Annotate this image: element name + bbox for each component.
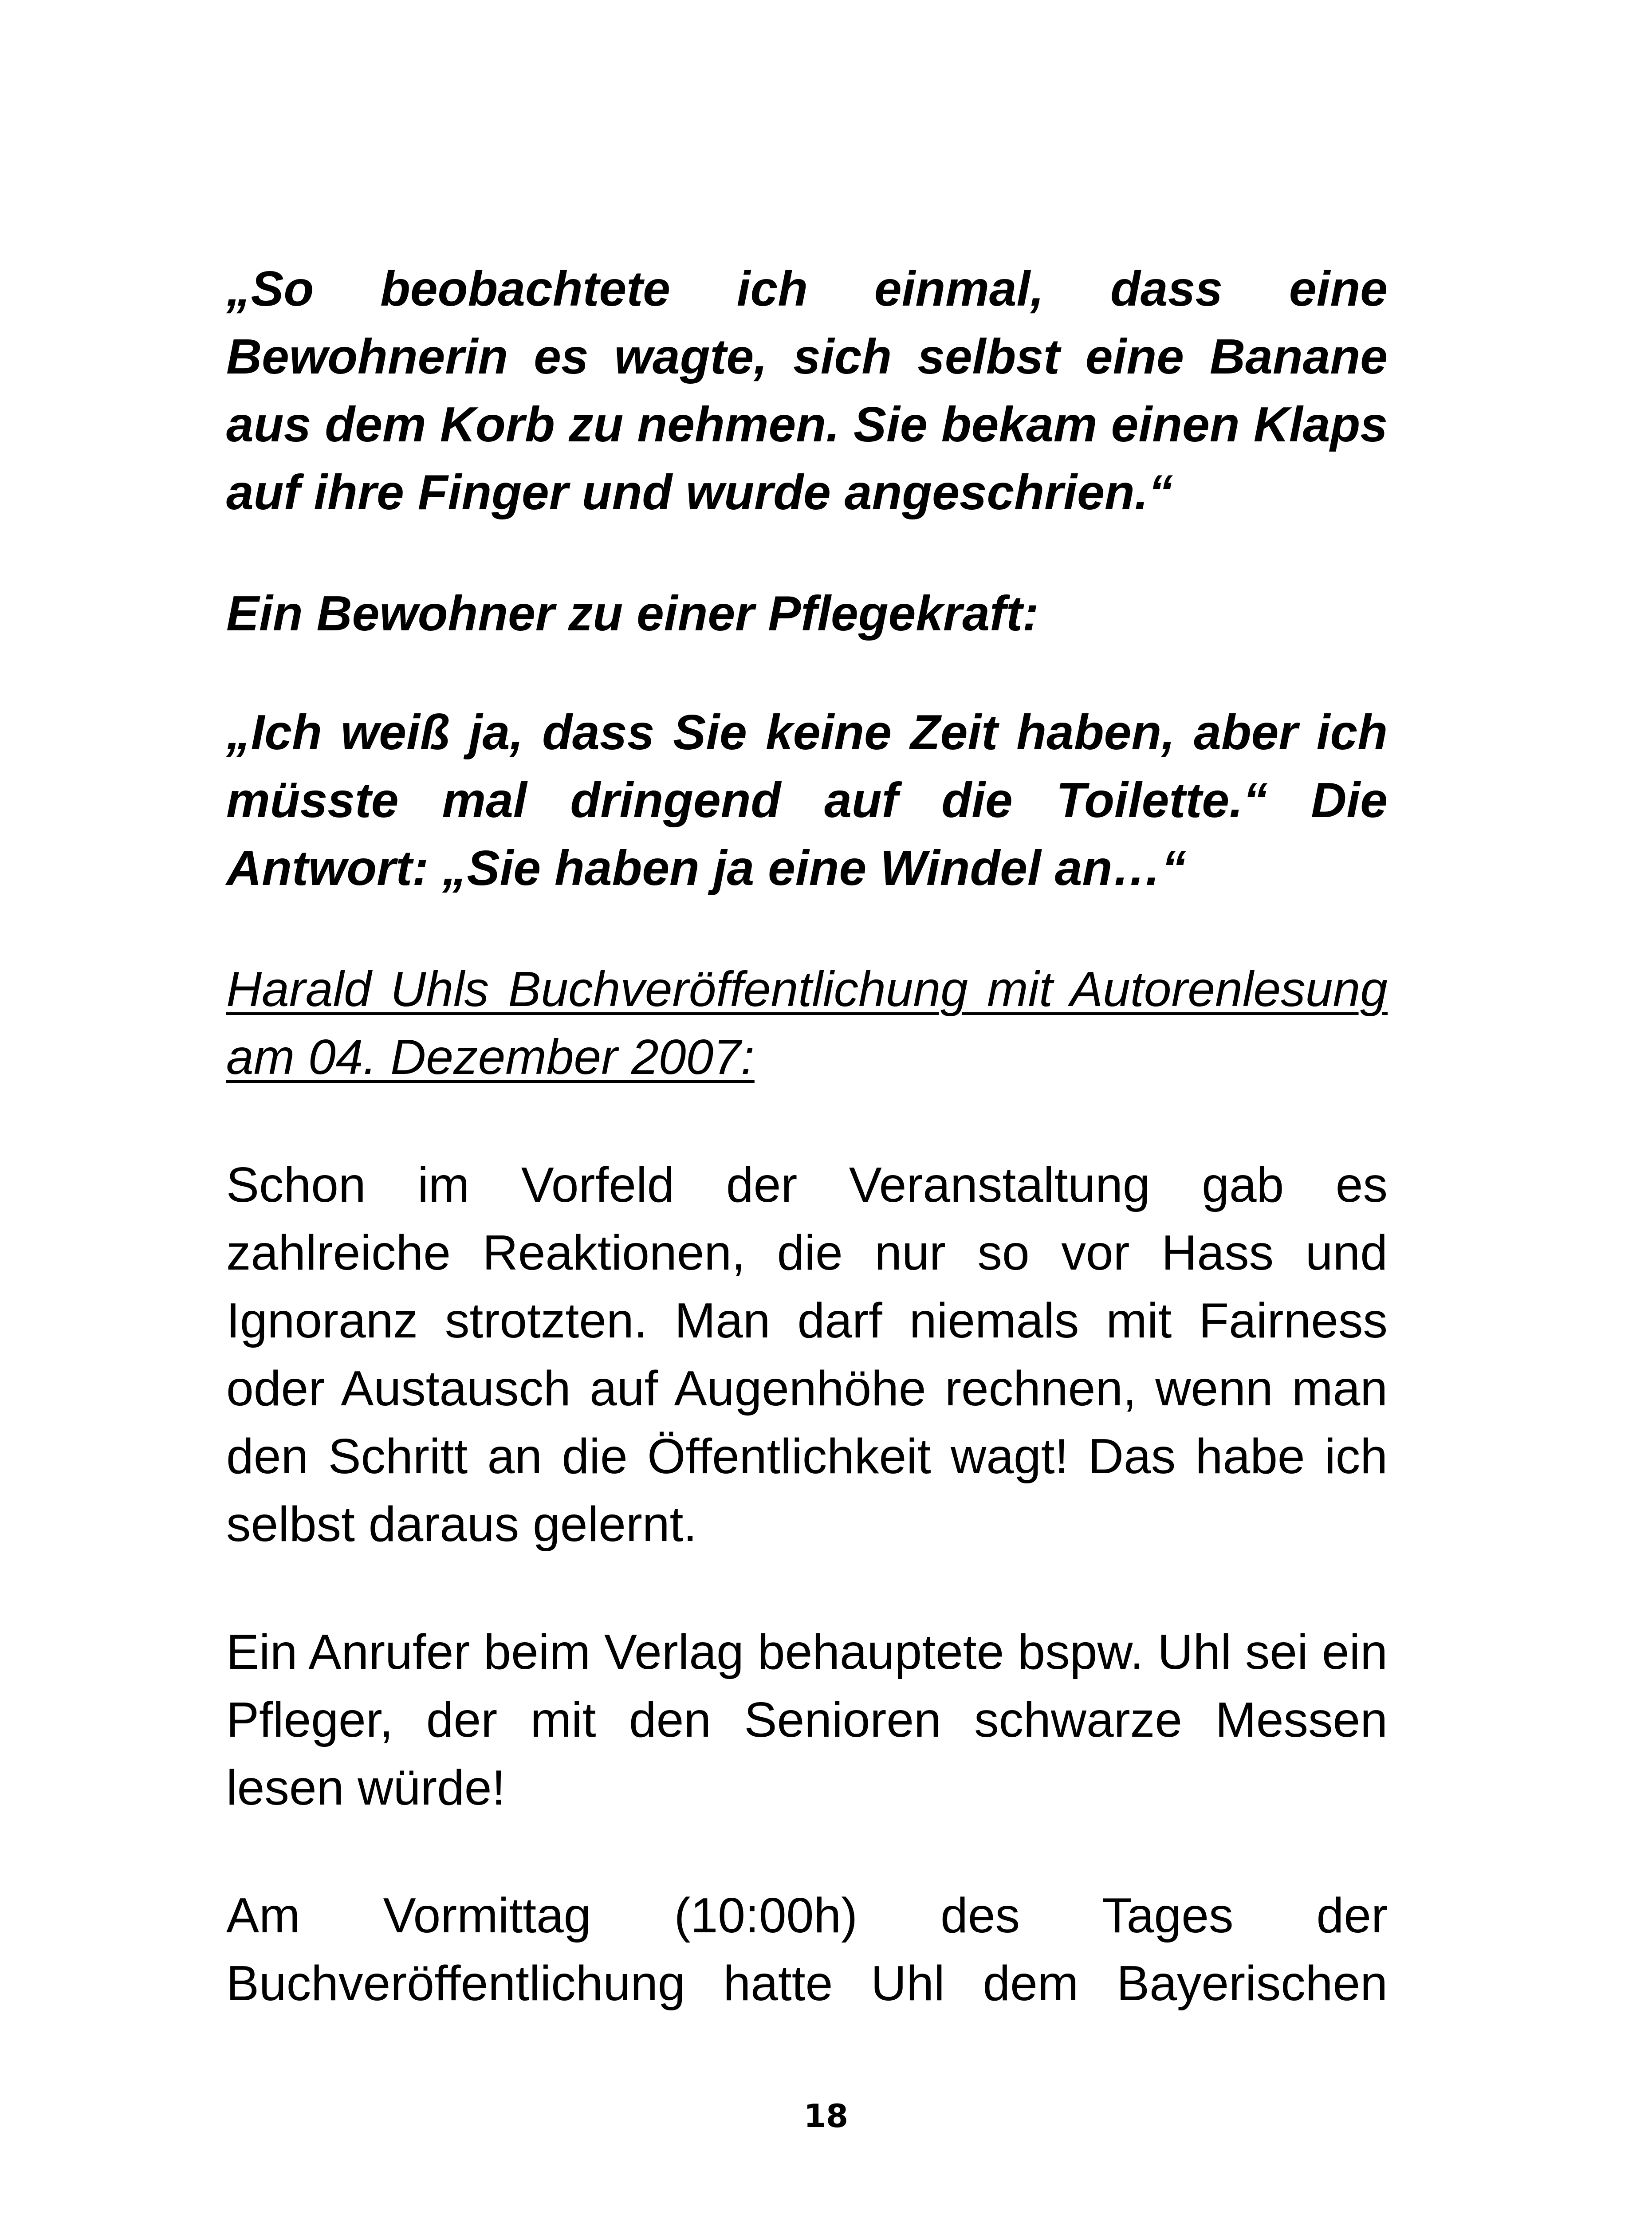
caller-paragraph: Ein Anrufer beim Verlag behauptete bspw. Uhl sei ein Pfleger, der mit den Senioren schwarze Messen lesen würde!	[226, 1624, 1388, 1815]
page-number: 18	[803, 2097, 849, 2135]
book-publication-heading: Harald Uhls Buchveröffentlichung mit Autorenlesung am 04. Dezember 2007:	[226, 962, 1388, 1085]
text-column	[226, 255, 1388, 2017]
morning-paragraph: Am Vormittag (10:00h) des Tages der Buchveröffentlichung hatte Uhl dem Bayerischen	[226, 1888, 1388, 2011]
quote-banana-paragraph: „So beobachtete ich einmal, dass eine Bewohnerin es wagte, sich selbst eine Banane aus dem Korb zu nehmen. Sie bekam einen Klaps auf ihre Finger und wurde angeschrien.“	[226, 261, 1388, 520]
quote-toilet-paragraph: „Ich weiß ja, dass Sie keine Zeit haben, aber ich müsste mal dringend auf die Toilette.“ Die Antwort: „Sie haben ja eine Windel an…“	[226, 705, 1388, 896]
resident-to-caregiver-heading: Ein Bewohner zu einer Pflegekraft:	[226, 586, 1039, 641]
reactions-paragraph: Schon im Vorfeld der Veranstaltung gab es zahlreiche Reaktionen, die nur so vor Hass und Ignoranz strotzten. Man darf niemals mit Fairness oder Austausch auf Augenhöhe rechnen, wenn man den Schritt an die Öffentlichkeit wagt! Das habe ich selbst daraus gelernt.	[226, 1157, 1388, 1552]
